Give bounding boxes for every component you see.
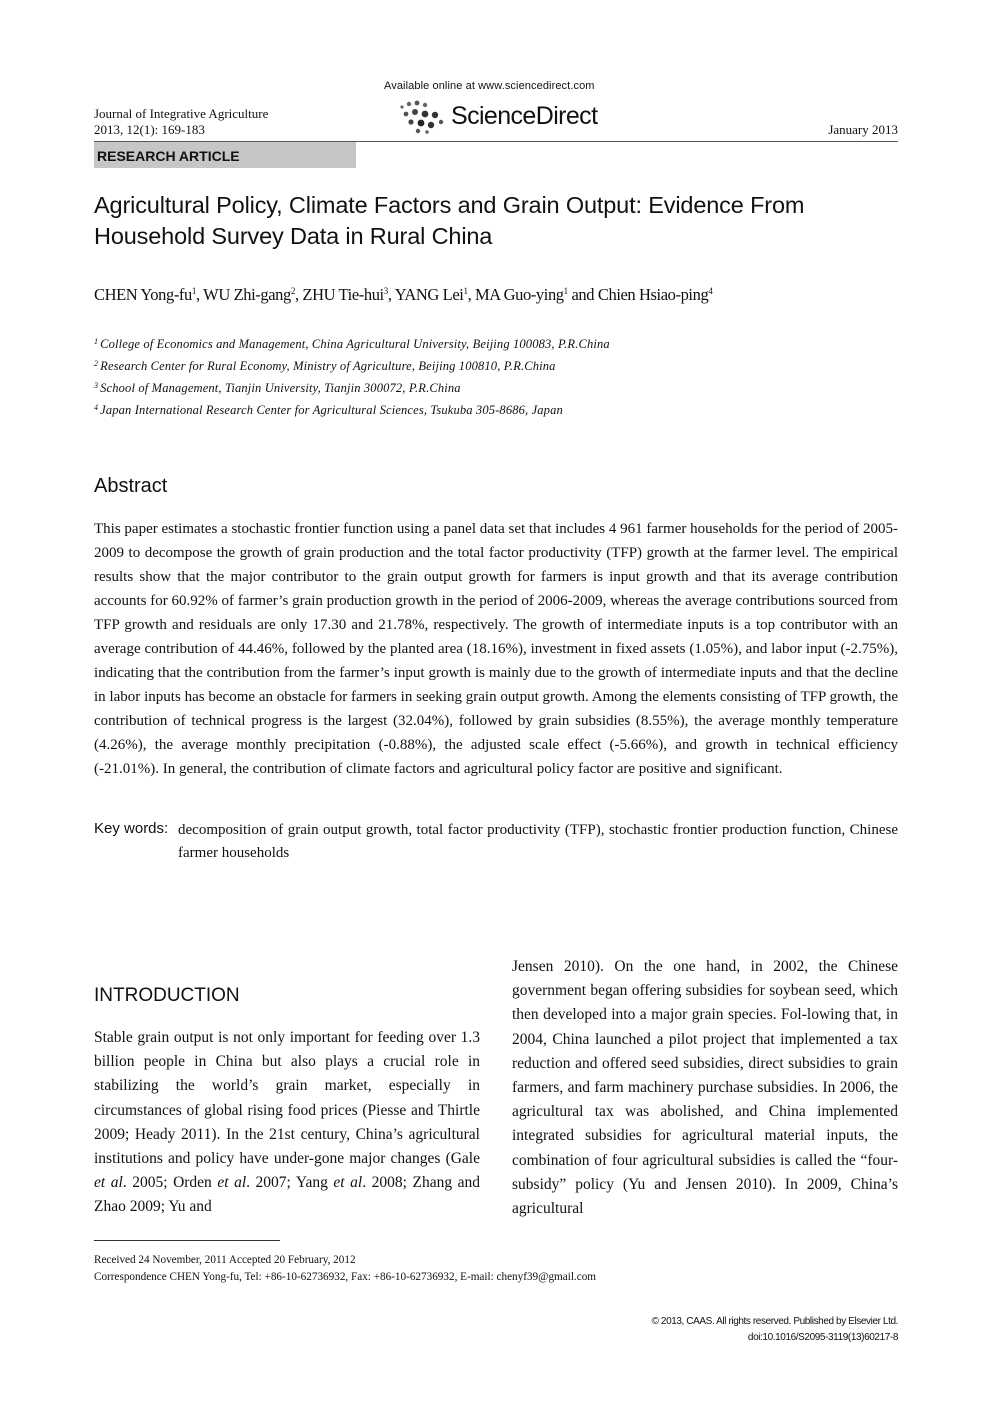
author-name: CHEN Yong-fu bbox=[94, 285, 192, 304]
author-affiliation-marker: 1 bbox=[563, 286, 568, 296]
author-list: CHEN Yong-$fu^1$, WU Zhi-gang$^2$, ZHU Tie-hui$^3$, YANG Lei$^1$, MA Guo-ying$^1$ and Chien Hsiao-ping$^4$ bbox=[94, 285, 713, 304]
author-affiliation-marker: 1 bbox=[191, 286, 196, 296]
abstract-body: This paper estimates a stochastic frontier function using a panel data set that includes 4 961 farmer households for the period of 2005-2009 to decompose the growth of grain production and the total factor productivity (TFP) growth at the farmer level. The empirical results show that the major contributor to the grain output growth for farmers is input growth and that its average contribution accounts for 60.92% of farmer’s grain production growth in the period of 2006-2009, whereas the average contributions sourced from TFP growth and residuals are only 17.30 and 21.78%, respectively. The growth of intermediate inputs is a top contributor with an average contribution of 44.46%, followed by the planted area (18.16%), investment in fixed assets (1.05%), and labor input (-2.75%), indicating that the contribution from the farmer’s input growth is mainly due to the growth of intermediate inputs and that the decline in labor inputs has become an obstacle for farmers in seeking grain output growth. Among the elements consisting of TFP growth, the contribution of technical progress is the largest (32.04%), followed by grain subsidies (8.55%), the average monthly temperature (4.26%), the average monthly precipitation (-0.88%), the adjusted scale effect (-5.66%), and growth in technical efficiency (-21.01%). In general, the contribution of climate factors and agricultural policy factor are positive and significant. bbox=[94, 521, 898, 777]
author-affiliation-marker: 4 bbox=[708, 286, 713, 296]
author-name: ZHU Tie-hui bbox=[302, 285, 384, 304]
affiliation-1: $^1$ College of Economics and Management, China Agricultural University, Beijing 100083, P.R.China bbox=[94, 337, 610, 351]
article-title: Agricultural Policy, Climate Factors and Grain Output: Evidence From Household Survey Data in Rural China bbox=[94, 192, 805, 249]
author-name: YANG Lei bbox=[394, 285, 464, 304]
abstract-heading: Abstract bbox=[94, 475, 168, 497]
journal-citation: 2013, 12(1): 169-183 bbox=[94, 122, 205, 137]
introduction-heading: INTRODUCTION bbox=[94, 985, 240, 1006]
article-type-banner bbox=[94, 142, 356, 168]
received-accepted-dates: Received 24 November, 2011 Accepted 20 February, 2012 bbox=[94, 1254, 356, 1266]
author-name: Chien Hsiao-ping bbox=[597, 285, 709, 304]
available-online-note: Available online at www.sciencedirect.com bbox=[384, 80, 595, 92]
affiliation-2: $^2$ Research Center for Rural Economy, Ministry of Agriculture, Beijing 100810, P.R.China bbox=[94, 359, 556, 373]
sciencedirect-wordmark: ScienceDirect bbox=[451, 102, 598, 130]
footnote-divider bbox=[94, 1240, 280, 1241]
doi: doi:10.1016/S2095-3119(13)60217-8 bbox=[747, 1332, 898, 1343]
author-affiliation-marker: 2 bbox=[290, 286, 295, 296]
author-affiliation-marker: 3 bbox=[383, 286, 388, 296]
affiliation-4: $^4$ Japan International Research Center for Agricultural Sciences, Tsukuba 305-8686, Japan bbox=[94, 403, 563, 417]
journal-name: Journal of Integrative Agriculture bbox=[94, 106, 269, 121]
author-name: MA Guo-ying bbox=[475, 285, 564, 304]
affiliation-3: $^3$ School of Management, Tianjin University, Tianjin 300072, P.R.China bbox=[94, 381, 461, 395]
copyright-notice: © 2013, CAAS. All rights reserved. Published by Elsevier Ltd. bbox=[651, 1316, 898, 1327]
introduction-column-left: Stable grain output is not only important for feeding over 1.3 billion people in China but also plays a crucial role in stabilizing the world’s grain market, especially in circumstances of global rising food prices (Piesse and Thirtle 2009; Heady 2011). In the 21st century, China’s agricultural institutions and policy have under-gone major changes (Gale et al. 2005; Orden et al. 2007; Yang et al. 2008; Zhang and Zhao 2009; Yu and bbox=[94, 1029, 480, 1216]
issue-date: January 2013 bbox=[828, 122, 898, 137]
sciencedirect-dots-icon bbox=[398, 100, 446, 134]
journal-info bbox=[94, 106, 268, 138]
introduction-column-right: Jensen 2010). On the one hand, in 2002, the Chinese government began offering subsidies for soybean seed, which then developed into a major grain species. Fol-lowing that, in 2004, China launched a pilot project that implemented a tax reduction and offered seed subsidies, direct subsidies to grain farmers, and farm machinery purchase subsidies. In 2006, the agricultural tax was abolished, and China implemented integrated subsidies for agricultural material inputs, the combination of four agricultural subsidies is called the “four-subsidy” policy (Yu and Jensen 2010). In 2009, China’s agricultural bbox=[512, 958, 898, 1218]
affiliations bbox=[94, 332, 610, 420]
keywords-text: decomposition of grain output growth, total factor productivity (TFP), stochastic frontier production function, Chinese farmer households bbox=[178, 822, 898, 861]
author-affiliation-marker: 1 bbox=[463, 286, 468, 296]
author-name: WU Zhi-gang bbox=[203, 285, 291, 304]
keywords-label: Key words: bbox=[94, 820, 169, 837]
correspondence-info: Correspondence CHEN Yong-fu, Tel: +86-10-62736932, Fax: +86-10-62736932, E-mail: chenyf39@gmail.com bbox=[94, 1271, 596, 1283]
article-type-label: RESEARCH ARTICLE bbox=[97, 148, 240, 164]
